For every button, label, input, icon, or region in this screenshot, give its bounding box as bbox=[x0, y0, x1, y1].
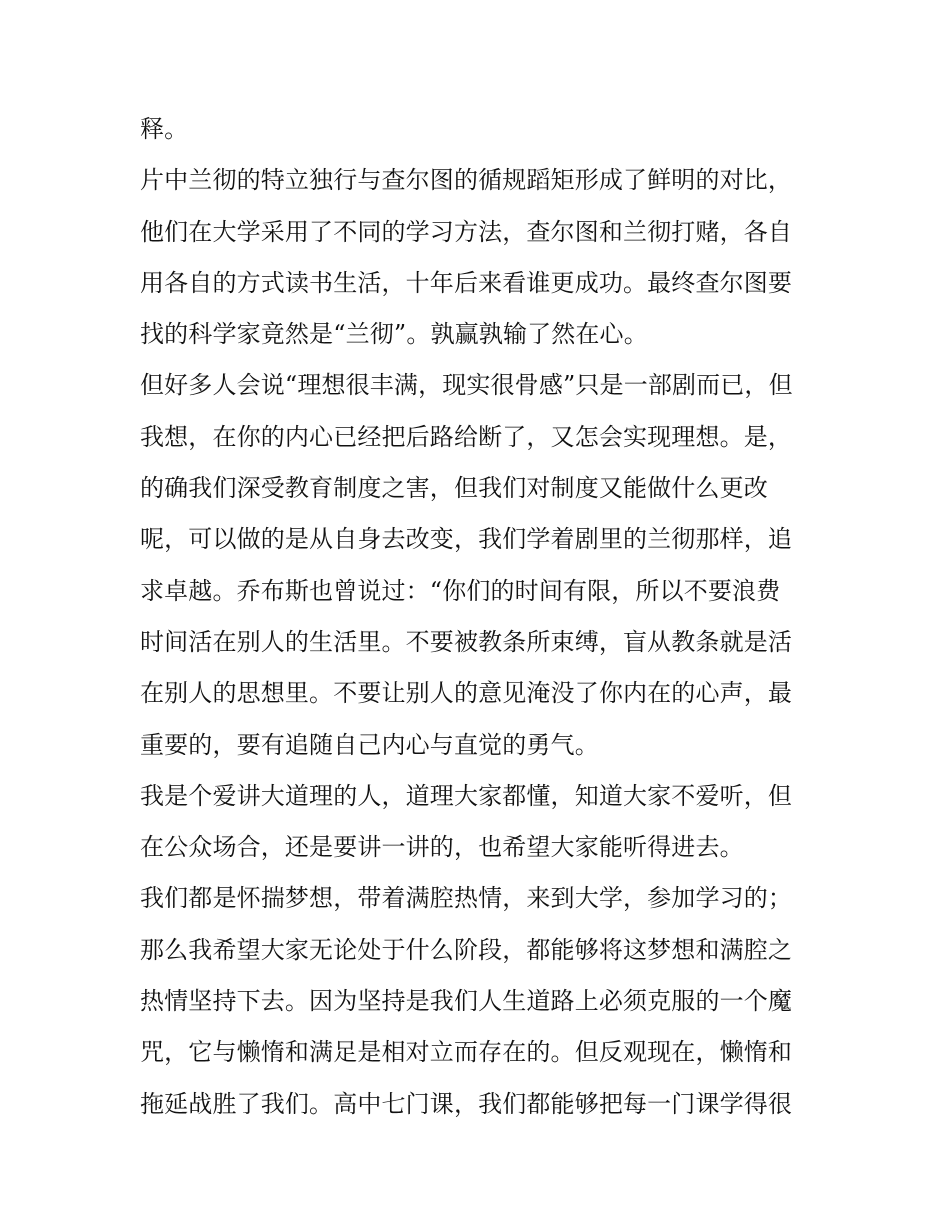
text-line: 拖延战胜了我们。高中七门课，我们都能够把每一门课学得很 bbox=[140, 1089, 793, 1118]
text-line: 呢，可以做的是从自身去改变，我们学着剧里的兰彻那样，追 bbox=[140, 525, 793, 554]
text-line: 在别人的思想里。不要让别人的意见淹没了你内在的心声，最 bbox=[140, 679, 793, 708]
text-line: 片中兰彻的特立独行与查尔图的循规蹈矩形成了鲜明的对比， bbox=[140, 166, 793, 195]
document-body bbox=[140, 104, 820, 1130]
text-line: 他们在大学采用了不同的学习方法，查尔图和兰彻打赌，各自 bbox=[140, 217, 793, 246]
text-line: 用各自的方式读书生活，十年后来看谁更成功。最终查尔图要 bbox=[140, 268, 793, 297]
text-line: 热情坚持下去。因为坚持是我们人生道路上必须克服的一个魔 bbox=[140, 987, 793, 1016]
text-line: 找的科学家竟然是“兰彻”。孰赢孰输了然在心。 bbox=[140, 320, 648, 349]
text-line: 重要的，要有追随自己内心与直觉的勇气。 bbox=[140, 730, 599, 759]
text-line: 但好多人会说“理想很丰满，现实很骨感”只是一部剧而已，但 bbox=[140, 371, 793, 400]
text-line: 我们都是怀揣梦想，带着满腔热情，来到大学，参加学习的； bbox=[140, 884, 793, 913]
text-line: 时间活在别人的生活里。不要被教条所束缚，盲从教条就是活 bbox=[140, 627, 793, 656]
text-line: 咒，它与懒惰和满足是相对立而存在的。但反观现在，懒惰和 bbox=[140, 1038, 793, 1067]
text-line: 在公众场合，还是要讲一讲的，也希望大家能听得进去。 bbox=[140, 833, 744, 862]
text-line: 我想，在你的内心已经把后路给断了，又怎会实现理想。是， bbox=[140, 422, 793, 451]
text-line: 求卓越。乔布斯也曾说过：“你们的时间有限，所以不要浪费 bbox=[140, 576, 781, 605]
text-line: 的确我们深受教育制度之害，但我们对制度又能做什么更改 bbox=[140, 474, 768, 503]
text-line: 那么我希望大家无论处于什么阶段，都能够将这梦想和满腔之 bbox=[140, 935, 793, 964]
text-line: 我是个爱讲大道理的人，道理大家都懂，知道大家不爱听，但 bbox=[140, 781, 793, 810]
text-line: 释。 bbox=[140, 115, 189, 143]
